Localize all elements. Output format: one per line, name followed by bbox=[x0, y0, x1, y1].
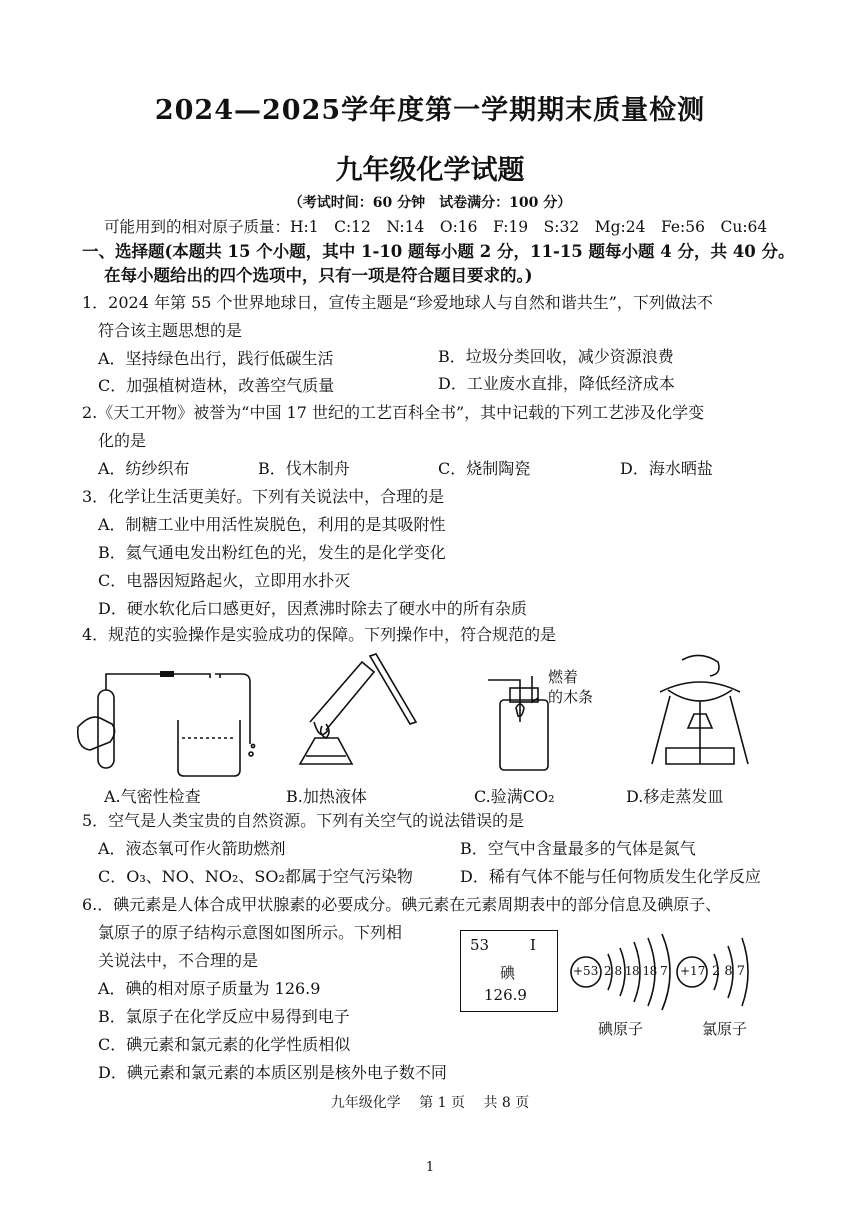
flame-label-line2: 的木条 bbox=[548, 688, 594, 706]
exam-info: （考试时间：60 分钟 试卷满分：100 分） bbox=[288, 195, 572, 211]
q5-option-c: C．O₃、NO、NO₂、SO₂都属于空气污染物 bbox=[98, 867, 413, 886]
q2-option-a: A．纺纱织布 bbox=[98, 459, 190, 478]
iodine-atom-label: 碘原子 bbox=[598, 1020, 644, 1038]
q6-option-a: A．碘的相对原子质量为 126.9 bbox=[98, 979, 321, 998]
q3-option-d: D．硬水软化后口感更好，因煮沸时除去了硬水中的所有杂质 bbox=[98, 599, 527, 618]
q2-option-b: B．伐木制舟 bbox=[258, 459, 350, 478]
q6-option-d: D．碘元素和氯元素的本质区别是核外电子数不同 bbox=[98, 1063, 447, 1082]
q1-option-b: B．垃圾分类回收，减少资源浪费 bbox=[438, 347, 674, 366]
q2-option-c: C．烧制陶瓷 bbox=[438, 459, 531, 478]
q6-option-b: B．氯原子在化学反应中易得到电子 bbox=[98, 1007, 350, 1026]
q3-stem: 3．化学让生活更美好。下列有关说法中，合理的是 bbox=[82, 487, 445, 506]
tile-name: 碘 bbox=[500, 964, 516, 982]
q6-stem-line1: 6.．碘元素是人体合成甲状腺素的必要成分。碘元素在元素周期表中的部分信息及碘原子、 bbox=[82, 895, 722, 914]
chlorine-shells: 2 8 7 bbox=[712, 964, 746, 979]
q3-option-c: C．电器因短路起火，立即用水扑灭 bbox=[98, 571, 351, 590]
section1-heading-line1: 一、选择题(本题共 15 个小题，其中 1-10 题每小题 2 分，11-15 题每小题 4 分，共 40 分。 bbox=[82, 242, 795, 261]
q6-stem-line3: 关说法中，不合理的是 bbox=[98, 951, 259, 970]
atomic-masses: 可能用到的相对原子质量：H:1 C:12 N:14 O:16 F:19 S:32 Mg:24 Fe:56 Cu:64 bbox=[104, 218, 768, 236]
chlorine-nucleus: +17 bbox=[680, 964, 706, 978]
q6-stem-line2: 氯原子的原子结构示意图如图所示。下列相 bbox=[98, 923, 403, 942]
q2-option-d: D．海水晒盐 bbox=[620, 459, 713, 478]
tile-mass: 126.9 bbox=[484, 986, 527, 1004]
heating-liquid-illustration bbox=[300, 654, 416, 764]
q2-stem-line2: 化的是 bbox=[98, 431, 147, 450]
exam-title: 2024—2025学年度第一学期期末质量检测 bbox=[154, 95, 706, 126]
q4-stem: 4．规范的实验操作是实验成功的保障。下列操作中，符合规范的是 bbox=[82, 625, 557, 644]
section1-heading-line2: 在每小题给出的四个选项中，只有一项是符合题目要求的。) bbox=[104, 266, 533, 285]
co2-test-illustration bbox=[488, 676, 548, 770]
q1-option-c: C．加强植树造林，改善空气质量 bbox=[98, 376, 335, 395]
q5-stem: 5．空气是人类宝贵的自然资源。下列有关空气的说法错误的是 bbox=[82, 811, 525, 830]
page-number: 1 bbox=[425, 1160, 435, 1175]
flame-label-line1: 燃着 bbox=[548, 668, 579, 686]
exam-subtitle: 九年级化学试题 bbox=[335, 155, 525, 186]
q3-option-b: B．氦气通电发出粉红色的光，发生的是化学变化 bbox=[98, 543, 446, 562]
tile-atomic-number: 53 bbox=[470, 936, 490, 954]
q3-option-a: A．制糖工业中用活性炭脱色，利用的是其吸附性 bbox=[98, 515, 446, 534]
evaporating-dish-illustration bbox=[652, 655, 748, 764]
q1-option-d: D．工业废水直排，降低经济成本 bbox=[438, 374, 675, 393]
q1-stem-line2: 符合该主题思想的是 bbox=[98, 321, 243, 340]
airtightness-check-illustration bbox=[78, 671, 255, 776]
page-footer: 九年级化学 第 1 页 共 8 页 bbox=[330, 1095, 530, 1111]
tile-symbol: I bbox=[530, 936, 536, 954]
iodine-nucleus: +53 bbox=[573, 964, 599, 978]
q1-option-a: A．坚持绿色出行，践行低碳生活 bbox=[98, 349, 334, 368]
q4-label-a: A.气密性检查 bbox=[104, 787, 201, 806]
q5-option-a: A．液态氧可作火箭助燃剂 bbox=[98, 839, 286, 858]
q4-label-c: C.验满CO₂ bbox=[474, 787, 555, 806]
iodine-shells: 2 8 18 18 7 bbox=[604, 964, 668, 978]
q1-stem-line1: 1．2024 年第 55 个世界地球日，宣传主题是“珍爱地球人与自然和谐共生”，下列做法不 bbox=[82, 293, 713, 312]
chlorine-atom-label: 氯原子 bbox=[702, 1020, 748, 1038]
q4-label-d: D.移走蒸发皿 bbox=[626, 787, 724, 806]
q2-stem-line1: 2.《天工开物》被誉为“中国 17 世纪的工艺百科全书”，其中记载的下列工艺涉及化学变 bbox=[82, 403, 705, 422]
q4-label-b: B.加热液体 bbox=[286, 787, 367, 806]
q4-apparatus-figure bbox=[70, 652, 790, 782]
q5-option-b: B．空气中含量最多的气体是氮气 bbox=[460, 839, 696, 858]
q5-option-d: D．稀有气体不能与任何物质发生化学反应 bbox=[460, 867, 761, 886]
q6-option-c: C．碘元素和氯元素的化学性质相似 bbox=[98, 1035, 351, 1054]
